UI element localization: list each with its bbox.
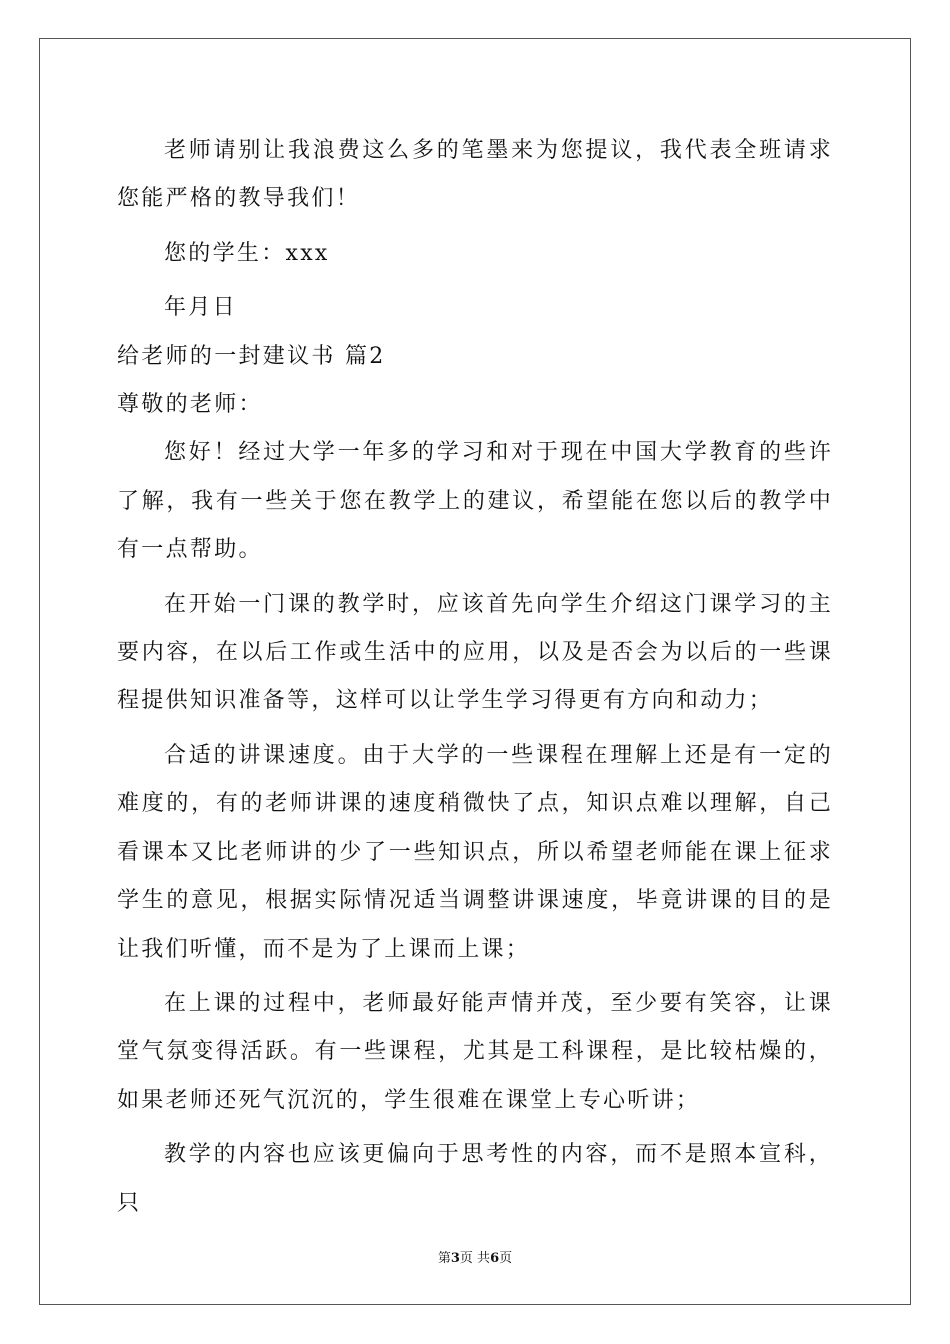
total-page-number: 6 bbox=[490, 1251, 500, 1266]
date-line: 年月日 bbox=[164, 295, 237, 321]
paragraph: 教学的内容也应该更偏向于思考性的内容，而不是照本宣科，只 bbox=[117, 1142, 833, 1216]
paragraph: 在上课的过程中，老师最好能声情并茂，至少要有笑容，让课堂气氛变得活跃。有一些课程，尤其是工科课程，是比较枯燥的，如果老师还死气沉沉的，学生很难在课堂上专心听讲； bbox=[117, 990, 833, 1113]
current-page-number: 3 bbox=[450, 1251, 460, 1266]
salutation: 尊敬的老师： bbox=[117, 392, 263, 418]
paragraph: 在开始一门课的教学时，应该首先向学生介绍这门课学习的主要内容，在以后工作或生活中的应用，以及是否会为以后的一些课程提供知识准备等，这样可以让学生学习得更有方向和动力； bbox=[117, 591, 833, 714]
signature-line: 您的学生：xxx bbox=[164, 240, 330, 266]
footer-mid: 页 共 bbox=[459, 1251, 491, 1266]
paragraph: 合适的讲课速度。由于大学的一些课程在理解上还是有一定的难度的，有的老师讲课的速度稍微快了点，知识点难以理解，自己看课本又比老师讲的少了一些知识点，所以希望老师能在课上征求学生的意见，根据实际情况适当调整讲课速度，毕竟讲课的目的是让我们听懂，而不是为了上课而上课； bbox=[117, 742, 833, 962]
paragraph: 您好！经过大学一年多的学习和对于现在中国大学教育的些许了解，我有一些关于您在教学上的建议，希望能在您以后的教学中有一点帮助。 bbox=[117, 440, 833, 563]
page-footer bbox=[0, 1247, 950, 1266]
paragraph: 老师请别让我浪费这么多的笔墨来为您提议，我代表全班请求您能严格的教导我们！ bbox=[117, 138, 833, 212]
footer-prefix: 第 bbox=[437, 1251, 451, 1266]
footer-suffix: 页 bbox=[499, 1251, 513, 1266]
document-body bbox=[117, 127, 833, 1228]
section-title: 给老师的一封建议书 篇2 bbox=[117, 343, 386, 369]
